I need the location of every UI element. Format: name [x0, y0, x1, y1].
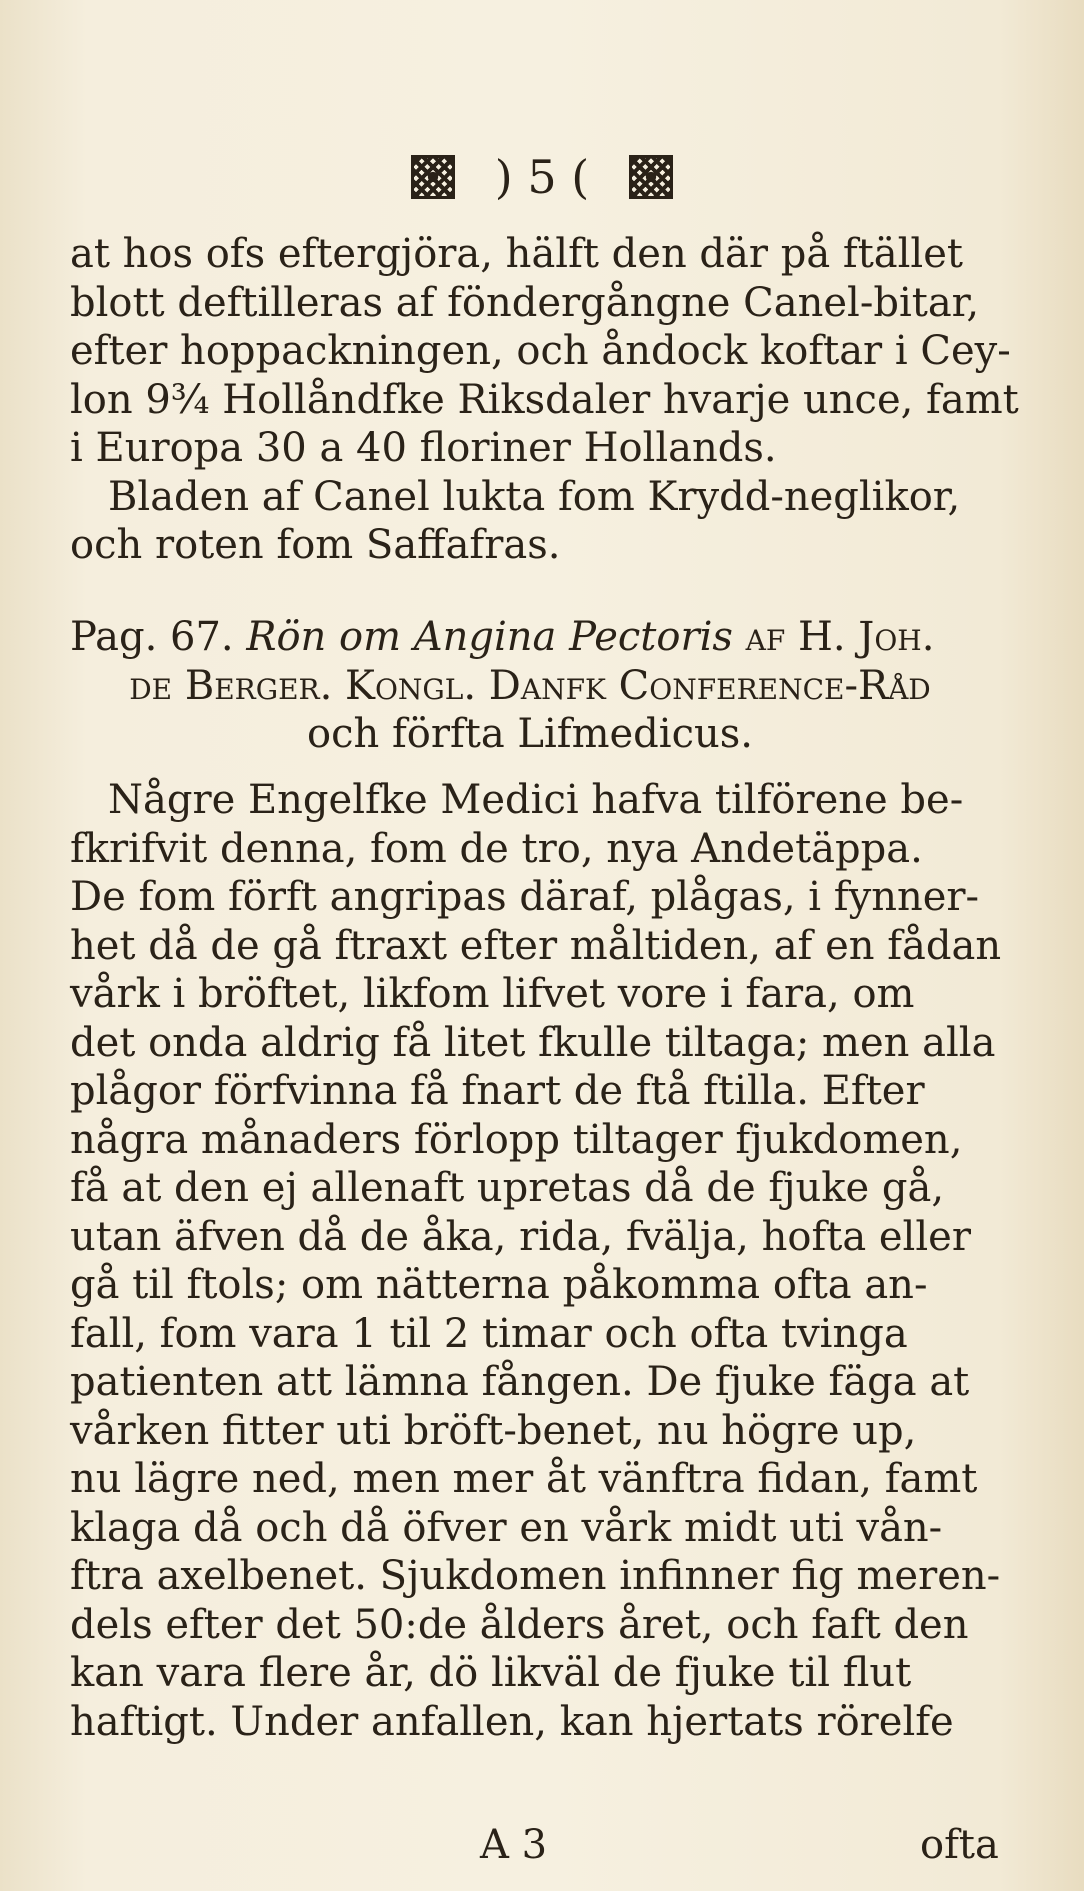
text-line: patienten att lämna fången. De fjuke fäga at	[70, 1359, 970, 1405]
text-line: det onda aldrig få litet fkulle tiltaga; men alla	[70, 1019, 996, 1066]
catchword: ofta	[920, 1822, 999, 1868]
text-line: klaga då och då öfver en vårk midt uti vån-	[70, 1504, 943, 1551]
text-line: några månaders förlopp tiltager fjukdomen,	[70, 1116, 963, 1163]
reference-line-2: de Berger. Kongl. Danfk Conference-Råd	[129, 662, 931, 709]
text-line: gå til ftols; om nätterna påkomma ofta an-	[70, 1262, 928, 1308]
page-header	[0, 150, 1084, 204]
text-line: blott deftilleras af föndergångne Canel-bitar,	[70, 279, 980, 326]
text-line: utan äfven då de åka, rida, fvälja, hofta eller	[70, 1213, 971, 1260]
text-line: Någre Engelfke Medici hafva tilförene be-	[108, 777, 964, 823]
text-line: plågor förfvinna få fnart de ftå ftilla. Efter	[70, 1068, 925, 1114]
ornament-left-icon	[411, 155, 455, 199]
reference-page: Pag. 67.	[70, 614, 234, 660]
text-line: haftigt. Under anfallen, kan hjertats rörelfe	[70, 1698, 954, 1745]
text-line: vårken fitter uti bröft-benet, nu högre up,	[70, 1407, 917, 1454]
text-line: efter hoppackningen, och åndock koftar i Cey-	[70, 328, 1011, 374]
reference-title: Rön om Angina Pectoris	[246, 614, 733, 660]
text-line: nu lägre ned, men mer åt vänftra fidan, famt	[70, 1456, 978, 1502]
signature-mark: A 3	[480, 1822, 548, 1868]
text-line: De fom förft angripas däraf, plågas, i fynner-	[70, 874, 980, 920]
text-line: het då de gå ftraxt efter måltiden, af en fådan	[70, 922, 1002, 969]
text-line: at hos ofs eftergjöra, hälft den där på ftället	[70, 231, 963, 277]
reference-author: af H. Joh.	[745, 614, 935, 660]
text-line: dels efter det 50:de ålders året, och faft den	[70, 1601, 969, 1648]
text-line: kan vara flere år, dö likväl de fjuke til flut	[70, 1650, 912, 1696]
text-line: och roten fom Saffafras.	[70, 522, 561, 568]
text-line: i Europa 30 a 40 floriner Hollands.	[70, 425, 777, 471]
text-line: lon 9¾ Hollåndfke Riksdaler hvarje unce, famt	[70, 376, 1019, 423]
text-line: få at den ej allenaft upretas då de fjuke gå,	[70, 1165, 945, 1211]
reference-line-3: och förfta Lifmedicus.	[307, 711, 753, 757]
text-line: Bladen af Canel lukta fom Krydd-neglikor,	[108, 473, 961, 520]
paragraph-main	[70, 776, 1002, 1746]
text-line: fkrifvit denna, fom de tro, nya Andetäppa.	[70, 825, 923, 872]
page-number: ) 5 (	[494, 150, 590, 204]
reference-heading	[70, 613, 990, 662]
ornament-right-icon	[629, 155, 673, 199]
article-reference	[70, 613, 990, 759]
text-line: fall, fom vara 1 til 2 timar och ofta tvinga	[70, 1310, 908, 1357]
text-line: ftra axelbenet. Sjukdomen infinner fig meren-	[70, 1553, 1001, 1599]
text-line: vårk i bröftet, likfom lifvet vore i fara, om	[70, 971, 915, 1017]
paragraph-intro	[70, 230, 1019, 570]
